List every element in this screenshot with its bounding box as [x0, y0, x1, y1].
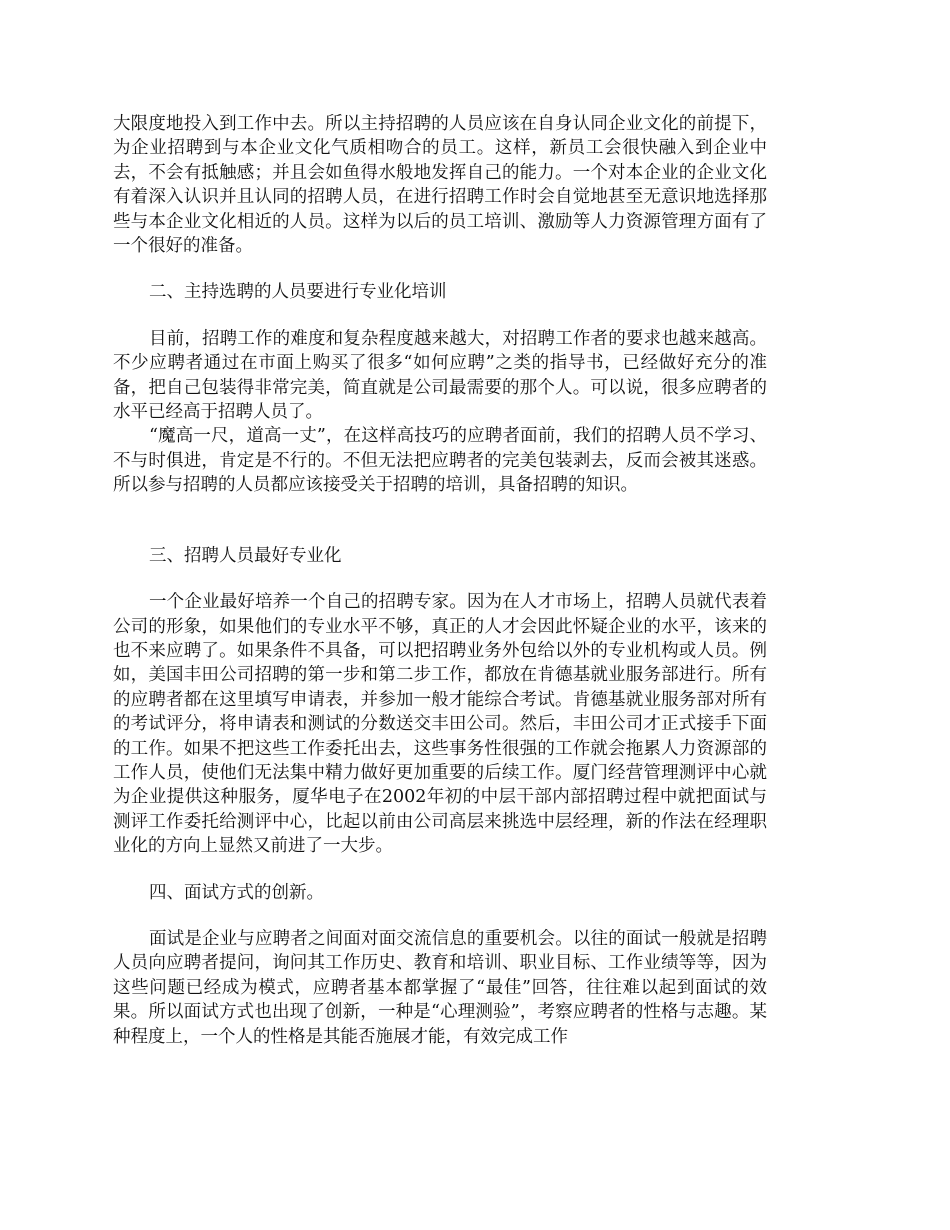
section-heading-interview-innovation: 四、面试方式的创新。: [149, 882, 324, 903]
spacer: [113, 905, 767, 927]
spacer: [113, 568, 767, 590]
spacer: [113, 258, 767, 280]
spacer: [113, 498, 767, 544]
spacer: [113, 305, 767, 327]
section-heading-professionalization: 三、招聘人员最好专业化: [149, 545, 342, 566]
paragraph-interview-methods: 面试是企业与应聘者之间面对面交流信息的重要机会。以往的面试一般就是招聘人员向应聘者提问，询问其工作历史、教育和培训、职业目标、工作业绩等等，因为这些问题已经成为模式，应聘者基本都掌握了“最佳”回答，往往难以起到面试的效果。所以面试方式也出现了创新，一种是“心理测验”，考察应聘者的性格与志趣。某种程度上，一个人的性格是其能否施展才能，有效完成工作: [113, 928, 767, 1047]
paragraph-recruiting-expert: 一个企业最好培养一个自己的招聘专家。因为在人才市场上，招聘人员就代表着公司的形象，如果他们的专业水平不够，真正的人才会因此怀疑企业的水平，该来的也不来应聘了。如果条件不具备，可以把招聘业务外包给以外的专业机构或人员。例如，美国丰田公司招聘的第一步和第二步工作，都放在肯德基就业服务部进行。所有的应聘者都在这里填写申请表，并参加一般才能综合考试。肯德基就业服务部对所有的考试评分，将申请表和测试的分数送交丰田公司。然后，丰田公司才正式接手下面的工作。如果不把这些工作委托出去，这些事务性很强的工作就会拖累人力资源部的工作人员，使他们无法集中精力做好更加重要的后续工作。厦门经营管理测评中心就为企业提供这种服务，厦华电子在2002年初的中层干部内部招聘过程中就把面试与测评工作委托给测评中心，比起以前由公司高层来挑选中层经理，新的作法在经理职业化的方向上显然又前进了一大步。: [113, 592, 767, 857]
document-page: [113, 112, 767, 1049]
paragraph-corporate-culture: 大限度地投入到工作中去。所以主持招聘的人员应该在自身认同企业文化的前提下，为企业招聘到与本企业文化气质相吻合的员工。这样，新员工会很快融入到企业中去，不会有抵触感；并且会如鱼得水般地发挥自己的能力。一个对本企业的企业文化有着深入认识并且认同的招聘人员，在进行招聘工作时会自觉地甚至无意识地选择那些与本企业文化相近的人员。这样为以后的员工培训、激励等人力资源管理方面有了一个很好的准备。: [113, 114, 767, 257]
spacer: [113, 859, 767, 881]
section-heading-training: 二、主持选聘的人员要进行专业化培训: [149, 282, 447, 303]
paragraph-recruiting-difficulty: 目前，招聘工作的难度和复杂程度越来越大，对招聘工作者的要求也越来越高。不少应聘者通过在市面上购买了很多“如何应聘”之类的指导书，已经做好充分的准备，把自己包装得非常完美，简直就是公司最需要的那个人。可以说，很多应聘者的水平已经高于招聘人员了。: [113, 328, 767, 423]
paragraph-training-need: “魔高一尺，道高一丈”，在这样高技巧的应聘者面前，我们的招聘人员不学习、不与时俱进，肯定是不行的。不但无法把应聘者的完美包装剥去，反而会被其迷惑。所以参与招聘的人员都应该接受关于招聘的培训，具备招聘的知识。: [113, 426, 767, 496]
